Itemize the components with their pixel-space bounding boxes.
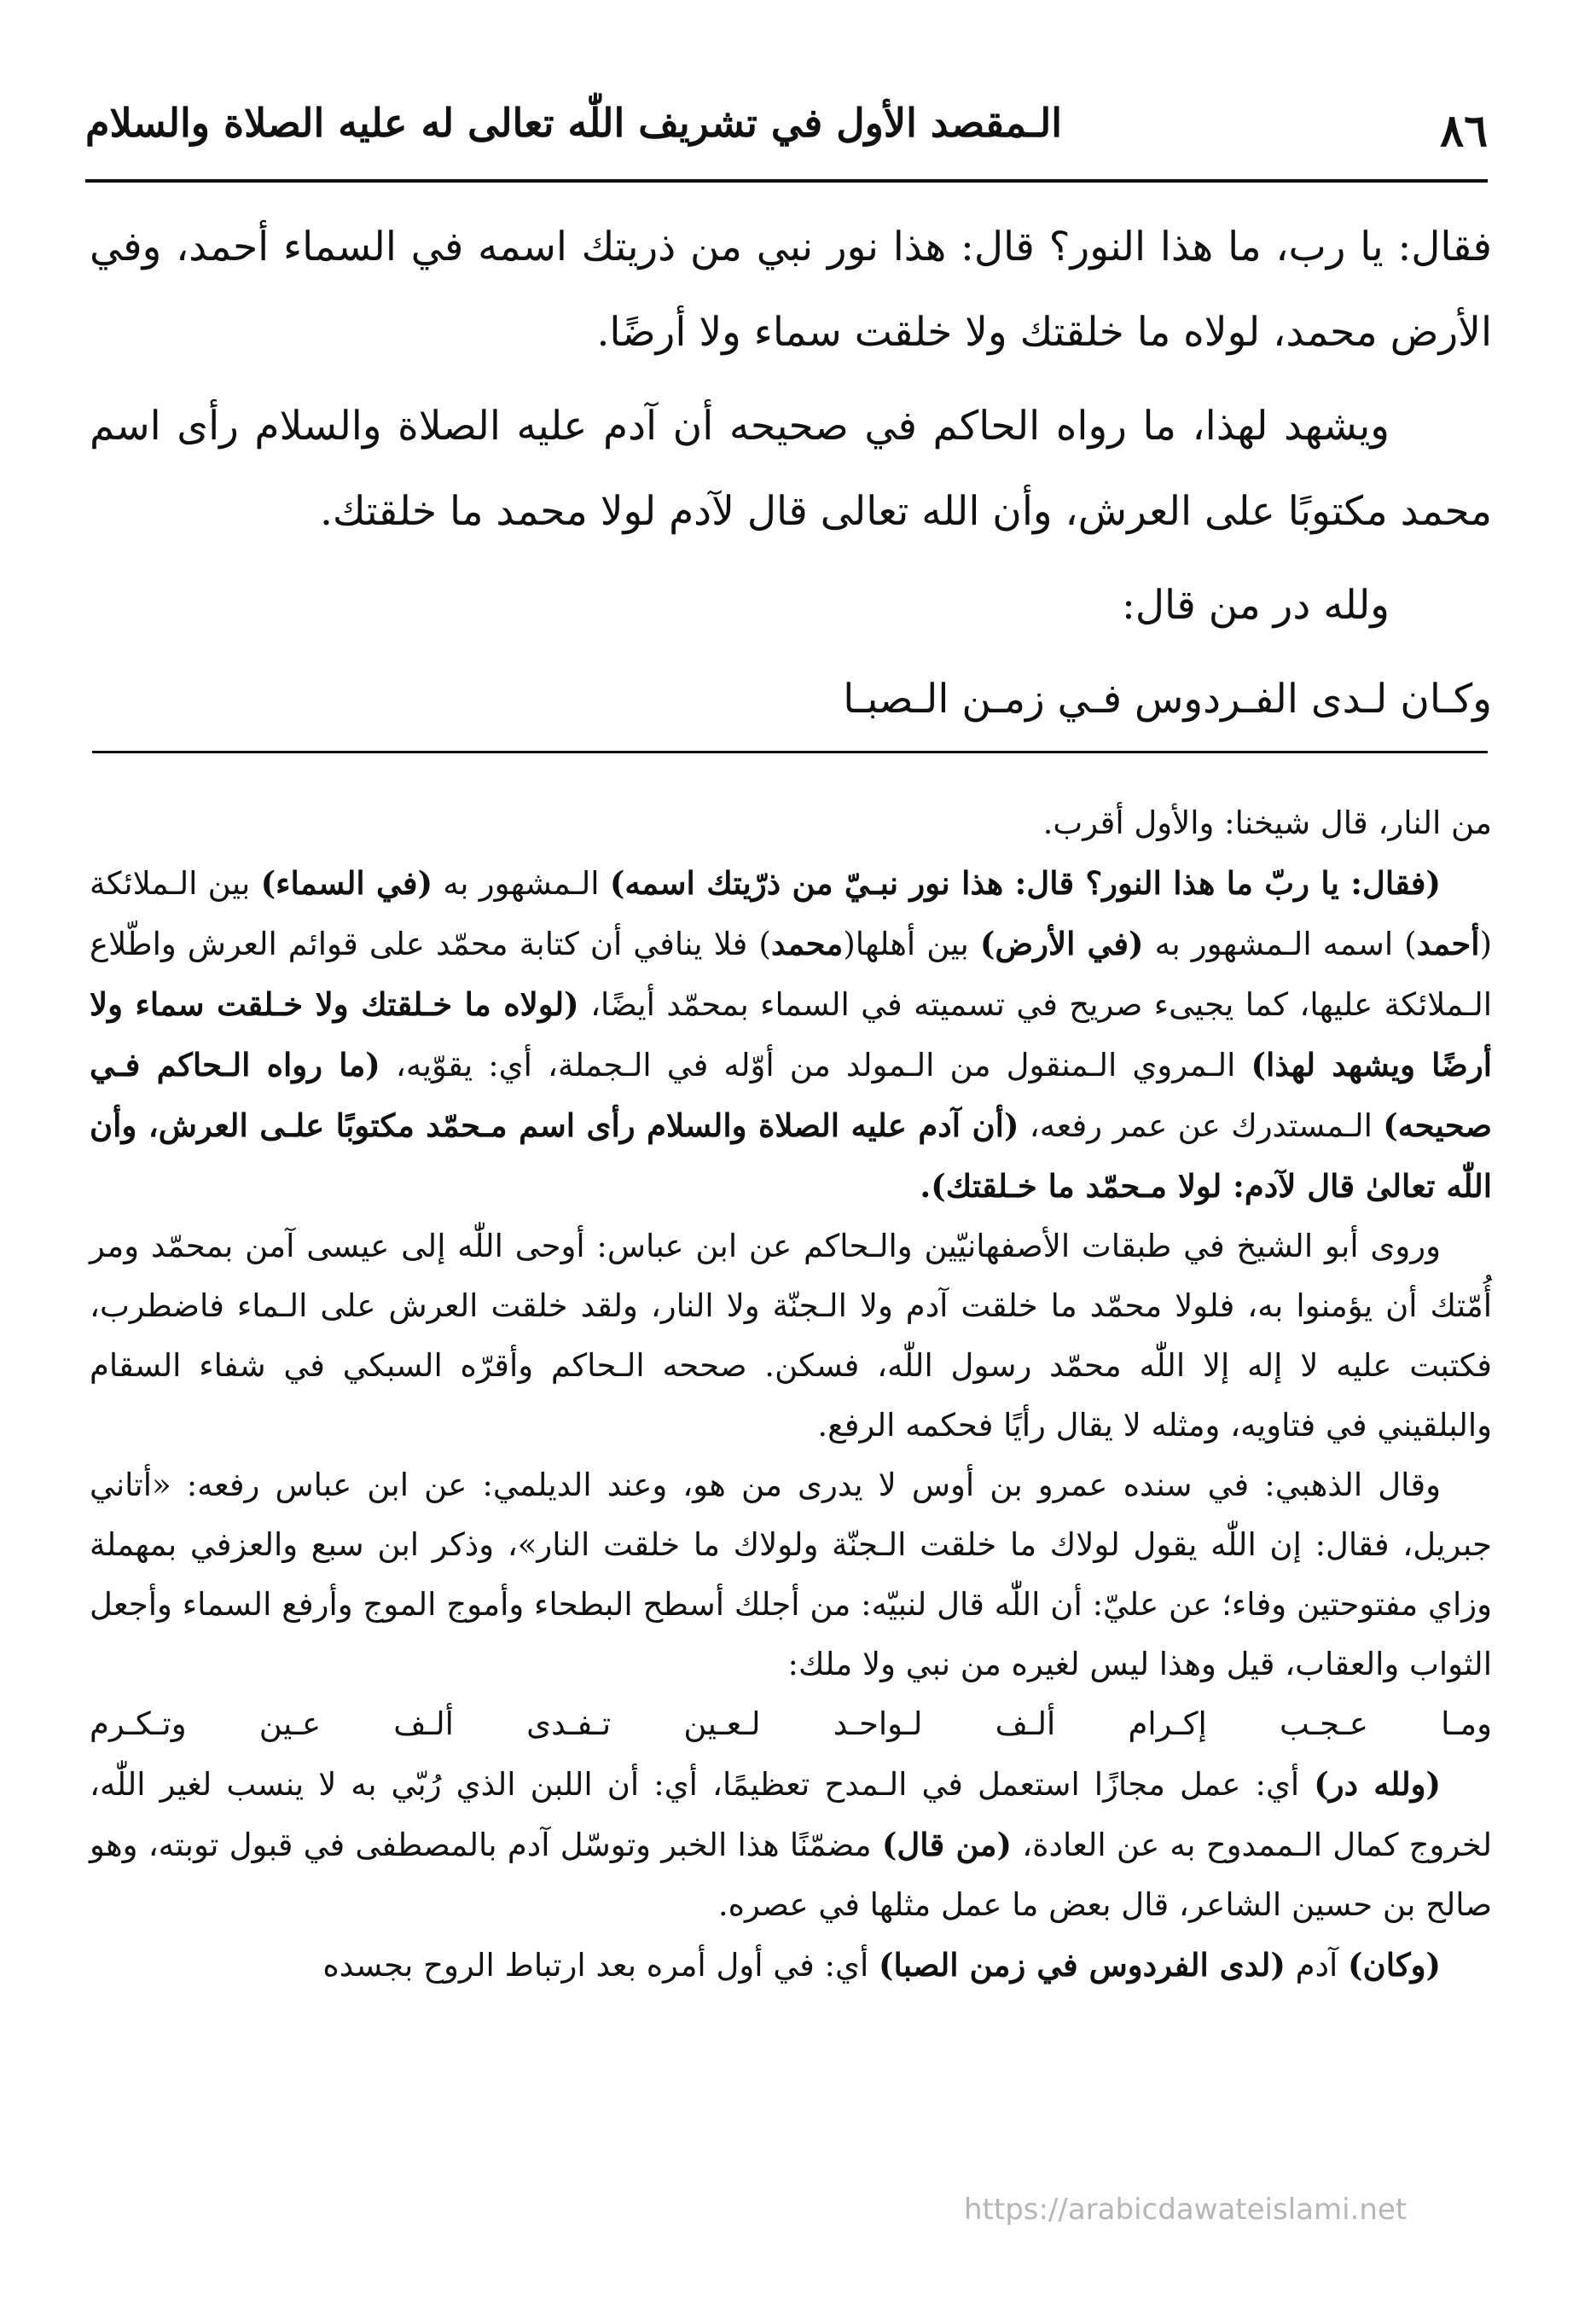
commentary-paragraph-4: وقال الذهبي: في سنده عمرو بن أوس لا يدرى من هو، وعند الديلمي: عن ابن عباس رفعه: «أتاني جبريل، فقال: إن اللّٰه يقول لولاك ما خلقت الـجنّة ولولاك ما خلقت النار»، وذكر ابن سبع والعزفي بمهملة وزاي مفتوحتين وفاء؛ عن عليّ: أن اللّٰه قال لنبيّه: من أجلك أسطح البطحاء وأموج الموج وأرفع السماء وأجعل الثواب والعقاب، قيل وهذا ليس لغيره من نبي ولا ملك: bbox=[90, 1467, 1492, 1682]
quoted-text: (ولله در) bbox=[1314, 1765, 1442, 1803]
page-number: ٨٦ bbox=[1440, 105, 1488, 157]
commentary-text: ) اسمه الـمشهور به bbox=[1143, 926, 1417, 962]
main-paragraph-3: ولله در من قال: bbox=[1122, 582, 1390, 629]
commentary-verse: ومـا عـجـب إكـرام ألـف لـواحـد لـعـين تـفـدى ألـف عـين وتـكـرم bbox=[90, 1705, 1492, 1742]
header-rule bbox=[85, 179, 1488, 183]
quoted-text: أحمد bbox=[1416, 925, 1480, 962]
footnote-rule bbox=[92, 751, 1488, 753]
quoted-text: (أن آدم عليه الصلاة والسلام رأى اسم مـحمّد مكتوبًا علـى العرش، وأن اللّٰه تعالىٰ قال لآدم: لولا مـحمّد ما خـلقتك). bbox=[90, 1107, 1492, 1205]
commentary-text: أي: في أول أمره بعد ارتباط الروح بجسده bbox=[322, 1947, 879, 1984]
commentary-paragraph-5 bbox=[90, 1754, 1492, 1935]
quoted-text: (وكان) bbox=[1348, 1946, 1441, 1984]
main-text bbox=[90, 205, 1492, 742]
quoted-text: (لولاه ما خـلقتك ولا خـلقت سماء ولا أرضًا ويشهد لهذا) bbox=[90, 985, 1492, 1084]
commentary-text: بين أهلها( bbox=[843, 926, 980, 962]
commentary-text: الـمروي الـمنقول من الـمولد من أوّله في الـجملة، أي: يقوّيه، bbox=[380, 1047, 1251, 1084]
quoted-text: (من قال) bbox=[881, 1826, 1013, 1863]
main-paragraph-1: فقال: يا رب، ما هذا النور؟ قال: هذا نور نبي من ذريتك اسمه في السماء أحمد، وفي الأرض محمد، لولاه ما خلقتك ولا خلقت سماء ولا أرضًا. bbox=[90, 224, 1492, 356]
quoted-text: (في الأرض) bbox=[979, 925, 1144, 962]
commentary-text: بين الـملائكة ( bbox=[90, 865, 1493, 962]
commentary-text: آدم bbox=[1285, 1947, 1349, 1984]
quoted-text: (فقال: يا ربّ ما هذا النور؟ قال: هذا نور نبـيّ من ذرّيتك اسمه) bbox=[609, 864, 1441, 902]
quoted-text: (ما رواه الـحاكم فـي صحيحه) bbox=[90, 1046, 1492, 1144]
page-header bbox=[85, 90, 1488, 166]
commentary-line-1: من النار، قال شيخنا: والأول أقرب. bbox=[1042, 805, 1492, 841]
commentary-paragraph-2 bbox=[90, 853, 1492, 1217]
main-paragraph-2: ويشهد لهذا، ما رواه الحاكم في صحيحه أن آدم عليه الصلاة والسلام رأى اسم محمد مكتوبًا على العرش، وأن الله تعالى قال لآدم لولا محمد ما خلقتك. bbox=[90, 403, 1492, 535]
quoted-text: (في السماء) bbox=[260, 864, 433, 902]
commentary bbox=[90, 793, 1492, 1996]
watermark-url: https://arabicdawateislami.net bbox=[964, 2193, 1408, 2227]
commentary-text: ) فلا ينافي أن كتابة محمّد على قوائم العرش واطّلاع الـملائكة عليها، كما يجيىء صريح في تسميته في السماء بمحمّد أيضًا، bbox=[90, 926, 1492, 1023]
commentary-paragraph-3: وروى أبو الشيخ في طبقات الأصفهانيّين والـحاكم عن ابن عباس: أوحى اللّٰه إلى عيسى آمن بمحمّد ومر أُمّتك أن يؤمنوا به، فلولا محمّد ما خلقت آدم ولا الـجنّة ولا النار، ولقد خلقت العرش على الـماء فاضطرب، فكتبت عليه لا إله إلا اللّٰه محمّد رسول اللّٰه، فسكن. صححه الـحاكم وأقرّه السبكي في شفاء السقام والبلقيني في فتاويه، ومثله لا يقال رأيًا فحكمه الرفع. bbox=[90, 1228, 1492, 1444]
commentary-text: أي: عمل مجازًا استعمل في الـمدح تعظيمًا، أي: أن اللبن الذي رُبّي به لا ينسب لغير اللّٰه، لخروج كمال الـممدوح به عن العادة، bbox=[90, 1766, 1492, 1863]
commentary-text: مضمّنًا هذا الخبر وتوسّل آدم بالمصطفى في قبول توبته، وهو صالح بن حسين الشاعر، قال بعض ما عمل مثلها في عصره. bbox=[90, 1827, 1492, 1923]
commentary-paragraph-6 bbox=[90, 1935, 1492, 1996]
commentary-text: الـمشهور به bbox=[432, 865, 610, 902]
quoted-text: (لدى الفردوس في زمن الصبا) bbox=[879, 1946, 1286, 1984]
quoted-text: محمد bbox=[770, 925, 844, 962]
running-title: الـمقصد الأول في تشريف اللّٰه تعالى له عليه الصلاة والسلام bbox=[85, 100, 1063, 146]
main-verse: وكـان لـدى الفـردوس فـي زمـن الـصبـا bbox=[843, 676, 1492, 723]
commentary-text: الـمستدرك عن عمر رفعه، bbox=[1019, 1107, 1384, 1144]
